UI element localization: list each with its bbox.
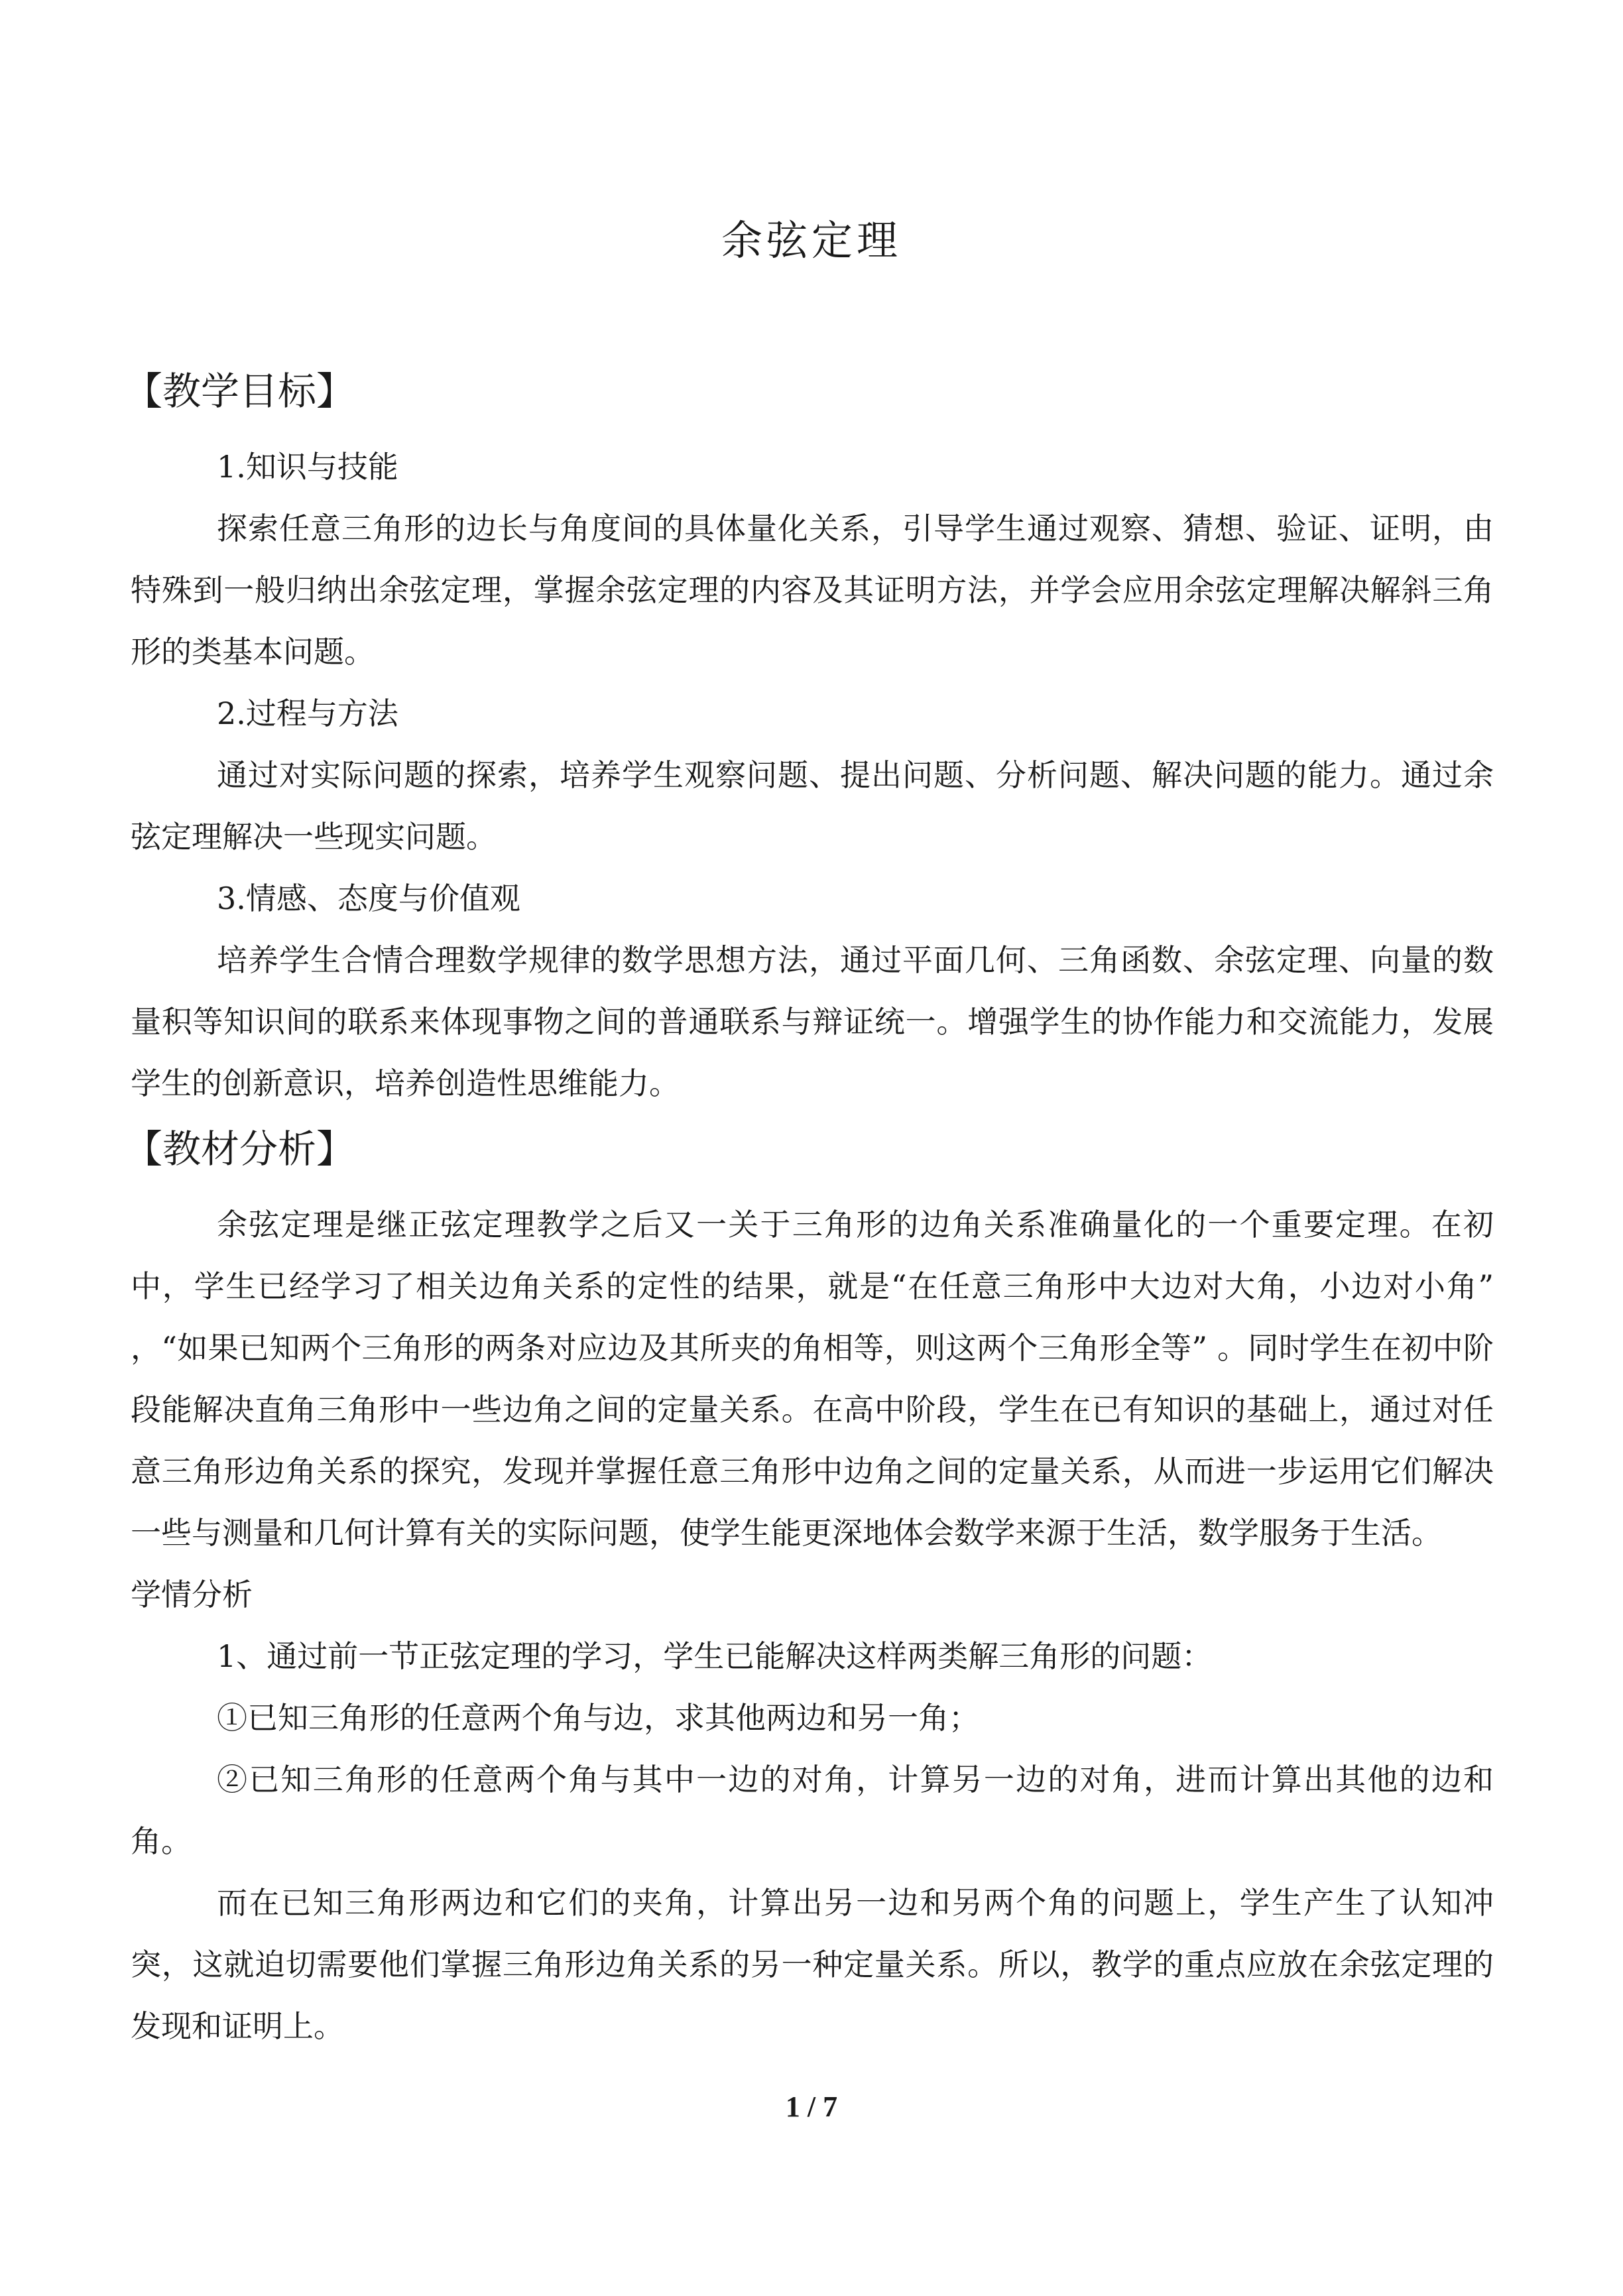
students-paragraph-4: 而在已知三角形两边和它们的夹角，计算出另一边和另两个角的问题上，学生产生了认知冲突，这就迫切需要他们掌握三角形边角关系的另一种定量关系。所以，教学的重点应放在余弦定理的发现和证明上。 [131, 1885, 1494, 2044]
goal-item-2-title: 2.过程与方法 [217, 695, 398, 731]
document-body [124, 357, 1494, 2057]
goal-item-1-title: 1.知识与技能 [217, 449, 398, 485]
students-paragraph-3: ②已知三角形的任意两个角与其中一边的对角，计算另一边的对角，进而计算出其他的边和角。 [131, 1762, 1494, 1859]
students-paragraph-1: 1、通过前一节正弦定理的学习，学生已能解决这样两类解三角形的问题： [217, 1638, 1213, 1674]
page-number: 1 / 7 [785, 2090, 838, 2123]
goal-item-3-title: 3.情感、态度与价值观 [217, 880, 520, 916]
goal-item-1-text: 探索任意三角形的边长与角度间的具体量化关系，引导学生通过观察、猜想、验证、证明，由特殊到一般归纳出余弦定理，掌握余弦定理的内容及其证明方法，并学会应用余弦定理解决解斜三角形的类基本问题。 [131, 511, 1494, 670]
section-heading-students: 学情分析 [131, 1577, 253, 1612]
students-paragraph-2: ①已知三角形的任意两个角与边，求其他两边和另一角； [217, 1700, 979, 1736]
document-title: 余弦定理 [721, 216, 902, 265]
section-heading-goals: 【教学目标】 [124, 369, 355, 414]
goal-item-2-text: 通过对实际问题的探索，培养学生观察问题、提出问题、分析问题、解决问题的能力。通过余弦定理解决一些现实问题。 [131, 757, 1494, 855]
goal-item-3-text: 培养学生合情合理数学规律的数学思想方法，通过平面几何、三角函数、余弦定理、向量的数量积等知识间的联系来体现事物之间的普通联系与辩证统一。增强学生的协作能力和交流能力，发展学生的创新意识，培养创造性思维能力。 [131, 942, 1494, 1101]
material-analysis-text: 余弦定理是继正弦定理教学之后又一关于三角形的边角关系准确量化的一个重要定理。在初中，学生已经学习了相关边角关系的定性的结果，就是“在任意三角形中大边对大角，小边对小角” ，“如果已知两个三角形的两条对应边及其所夹的角相等，则这两个三角形全等” 。同时学生在初中阶段能解决直角三角形中一些边角之间的定量关系。在高中阶段，学生在已有知识的基础上，通过对任意三角形边角关系的探究，发现并掌握任意三角形中边角之间的定量关系，从而进一步运用它们解决一些与测量和几何计算有关的实际问题，使学生能更深地体会数学来源于生活，数学服务于生活。 [131, 1207, 1494, 1551]
section-heading-material: 【教材分析】 [124, 1126, 355, 1172]
